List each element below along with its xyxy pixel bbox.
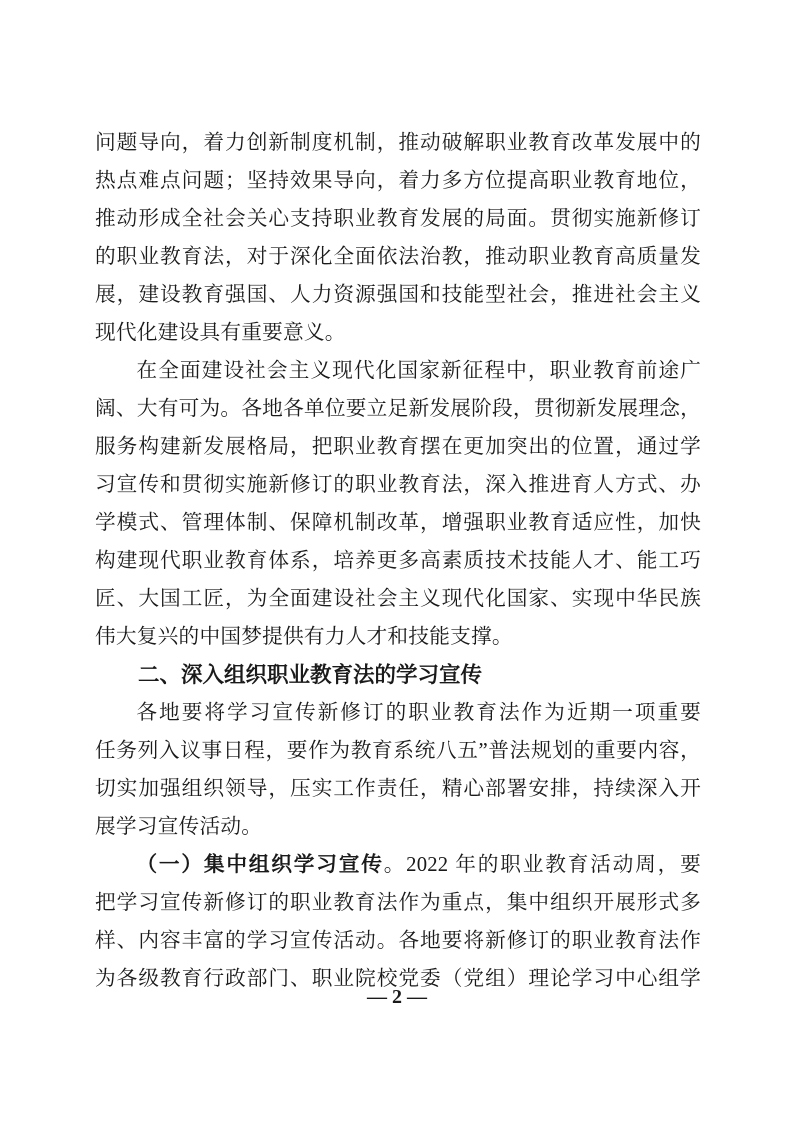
text-line: 现代化建设具有重要意义。 — [95, 322, 346, 344]
text-line: 学模式、管理体制、保障机制改革，增强职业教育适应性，加快 — [95, 512, 701, 534]
text-line: 任务列入议事日程，要作为教育系统八五”普法规划的重要内容， — [95, 740, 701, 762]
page-number: — 2 — — [367, 986, 427, 1008]
text-line: 问题导向，着力创新制度机制，推动破解职业教育改革发展中的 — [95, 132, 701, 154]
text-line — [95, 846, 701, 884]
text-line: 把学习宣传新修订的职业教育法作为重点，集中组织开展形式多 — [95, 892, 701, 914]
text-line: 习宣传和贯彻实施新修订的职业教育法，深入推进育人方式、办 — [95, 474, 701, 496]
paragraph-lead-rest: 。2022 年的职业教育活动周，要 — [383, 854, 702, 876]
text-line: 在全面建设社会主义现代化国家新征程中，职业教育前途广 — [136, 360, 701, 382]
text-line: 展，建设教育强国、人力资源强国和技能型社会，推进社会主义 — [95, 284, 701, 306]
text-line: 展学习宣传活动。 — [95, 816, 263, 838]
text-line: 推动形成全社会关心支持职业教育发展的局面。贯彻实施新修订 — [95, 208, 701, 230]
document-text-block — [95, 124, 701, 998]
section-heading: 二、深入组织职业教育法的学习宣传 — [138, 663, 483, 687]
text-line: 的职业教育法，对于深化全面依法治教，推动职业教育高质量发 — [95, 246, 701, 268]
text-line: 各地要将学习宣传新修订的职业教育法作为近期一项重要 — [136, 702, 701, 724]
text-line: 构建现代职业教育体系，培养更多高素质技术技能人才、能工巧 — [95, 550, 701, 572]
text-line: 匠、大国工匠，为全面建设社会主义现代化国家、实现中华民族 — [95, 588, 701, 610]
text-line: 样、内容丰富的学习宣传活动。各地要将新修订的职业教育法作 — [95, 930, 701, 952]
paragraph-lead-bold: （一）集中组织学习宣传 — [136, 853, 384, 876]
text-line: 热点难点问题；坚持效果导向，着力多方位提高职业教育地位， — [95, 170, 701, 192]
text-line: 阔、大有可为。各地各单位要立足新发展阶段，贯彻新发展理念， — [95, 398, 701, 420]
text-line: 切实加强组织领导，压实工作责任，精心部署安排，持续深入开 — [95, 778, 701, 800]
text-line: 为各级教育行政部门、职业院校党委（党组）理论学习中心组学 — [95, 968, 701, 990]
text-line: 伟大复兴的中国梦提供有力人才和技能支撑。 — [95, 626, 513, 648]
text-line: 服务构建新发展格局，把职业教育摆在更加突出的位置，通过学 — [95, 436, 701, 458]
